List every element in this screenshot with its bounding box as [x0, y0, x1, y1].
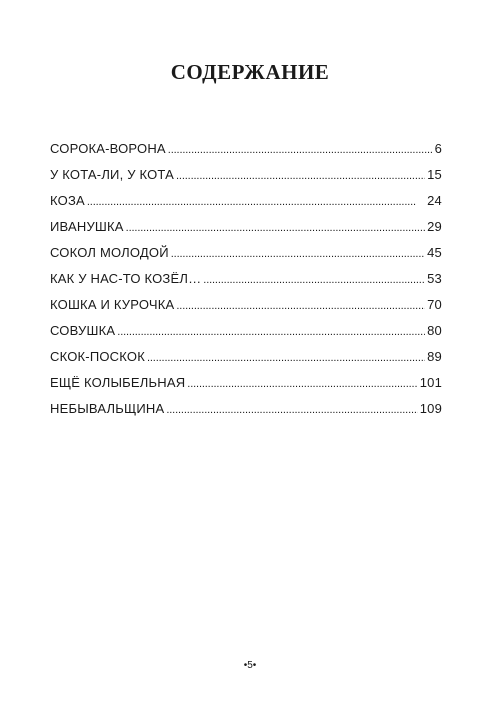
toc-entry: [50, 141, 442, 167]
dot-leader: [168, 144, 433, 156]
toc-entry-title: ИВАНУШКА: [50, 219, 124, 234]
toc-entry: [50, 193, 442, 219]
toc-entry-page: 101: [419, 375, 442, 390]
toc-entry: [50, 219, 442, 245]
dot-leader: [117, 326, 425, 338]
dot-leader: [176, 300, 425, 312]
dot-leader: [87, 196, 425, 208]
toc-entry-title: НЕБЫВАЛЬЩИНА: [50, 401, 165, 416]
table-of-contents: [50, 141, 442, 427]
toc-entry: [50, 245, 442, 271]
page-title: СОДЕРЖАНИЕ: [170, 60, 330, 84]
toc-entry-page: 53: [427, 271, 442, 286]
toc-entry-title: КОШКА И КУРОЧКА: [50, 297, 175, 312]
toc-entry: [50, 401, 442, 427]
dot-leader: [126, 222, 425, 234]
toc-entry: [50, 167, 442, 193]
toc-entry-title: ЕЩЁ КОЛЫБЕЛЬНАЯ: [50, 375, 186, 390]
toc-entry-title: СКОК-ПОСКОК: [50, 349, 145, 364]
toc-entry: [50, 323, 442, 349]
toc-entry: [50, 349, 442, 375]
toc-entry-page: 29: [427, 219, 442, 234]
page-number: •5•: [243, 660, 257, 671]
dot-leader: [147, 352, 425, 364]
toc-entry-page: 24: [427, 193, 442, 208]
dot-leader: [166, 404, 417, 416]
toc-entry-page: 89: [427, 349, 442, 364]
toc-entry-title: СОРОКА-ВОРОНА: [50, 141, 166, 156]
dot-leader: [176, 170, 425, 182]
dot-leader: [187, 378, 417, 390]
toc-entry-title: СОВУШКА: [50, 323, 116, 338]
toc-entry-page: 6: [434, 141, 442, 156]
toc-entry: [50, 375, 442, 401]
toc-entry-page: 45: [427, 245, 442, 260]
toc-entry-title: СОКОЛ МОЛОДОЙ: [50, 245, 169, 260]
toc-entry-title: КОЗА: [50, 193, 85, 208]
toc-entry-title: КАК У НАС-ТО КОЗЁЛ…: [50, 271, 202, 286]
toc-entry-title: У КОТА-ЛИ, У КОТА: [50, 167, 175, 182]
toc-entry-page: 109: [419, 401, 442, 416]
toc-entry: [50, 271, 442, 297]
toc-entry: [50, 297, 442, 323]
toc-entry-page: 80: [427, 323, 442, 338]
toc-entry-page: 15: [427, 167, 442, 182]
dot-leader: [171, 248, 425, 260]
toc-entry-page: 70: [427, 297, 442, 312]
dot-leader: [203, 274, 425, 286]
